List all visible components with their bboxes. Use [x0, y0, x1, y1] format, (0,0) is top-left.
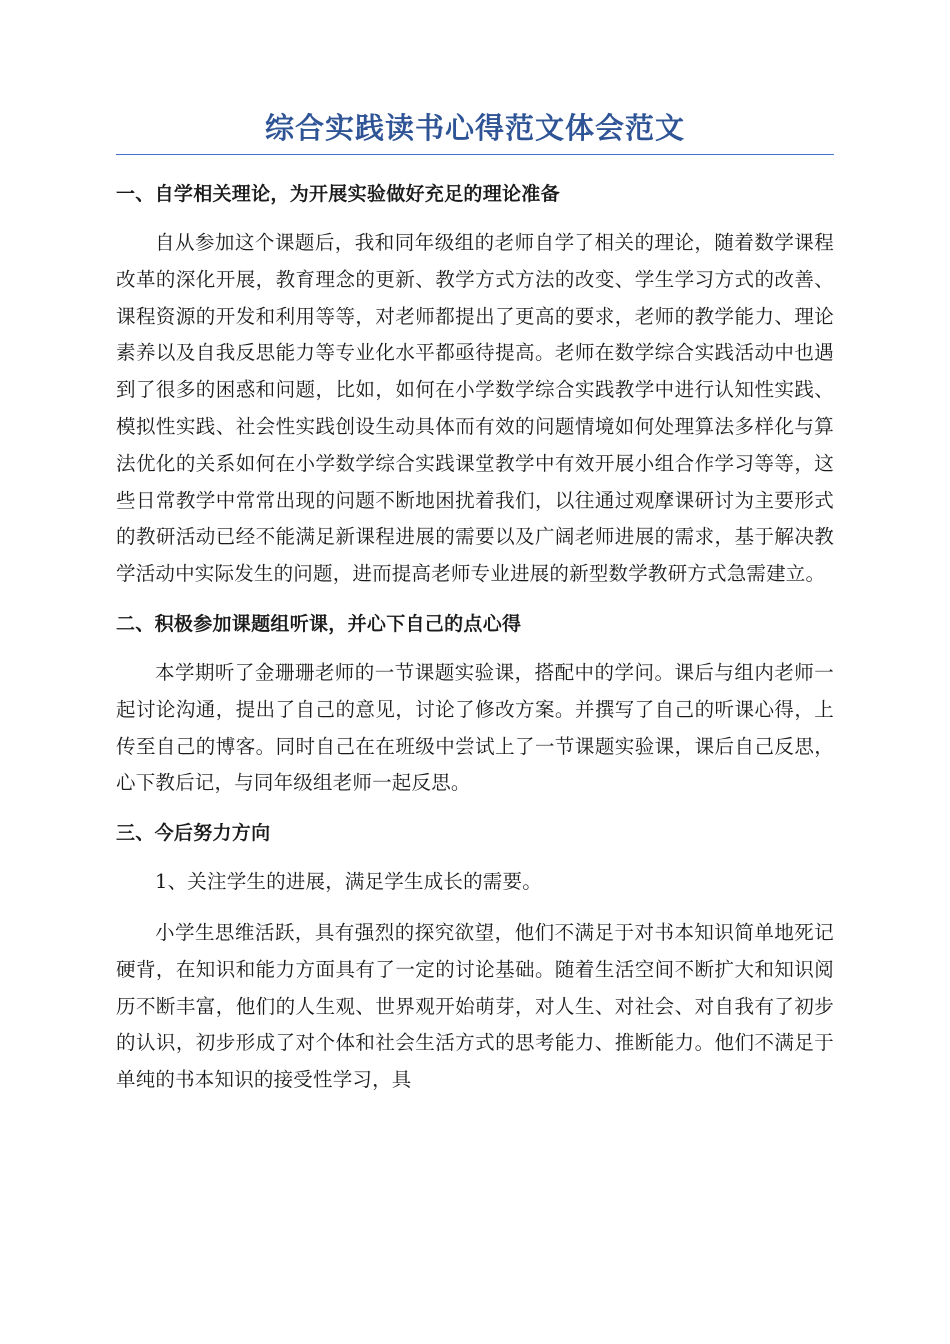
section-2: [116, 607, 834, 802]
body-paragraph: 本学期听了金珊珊老师的一节课题实验课，搭配中的学问。课后与组内老师一起讨论沟通，提出了自己的意见，讨论了修改方案。并撰写了自己的听课心得，上传至自己的博客。同时自己在在班级中尝试上了一节课题实验课，课后自己反思，心下教后记，与同年级组老师一起反思。: [116, 660, 834, 795]
section-heading: 一、自学相关理论，为开展实验做好充足的理论准备: [116, 183, 560, 205]
section-heading: 二、积极参加课题组听课，并心下自己的点心得: [116, 612, 522, 635]
body-paragraph: 自从参加这个课题后，我和同年级组的老师自学了相关的理论，随着数学课程改革的深化开展，教育理念的更新、教学方式方法的改变、学生学习方式的改善、课程资源的开发和利用等等，对老师都提出了更高的要求，老师的教学能力、理论素养以及自我反思能力等专业化水平都亟待提高。老师在数学综合实践活动中也遇到了很多的困惑和问题，比如，如何在小学数学综合实践教学中进行认知性实践、模拟性实践、社会性实践创设生动具体而有效的问题情境如何处理算法多样化与算法优化的关系如何在小学数学综合实践课堂教学中有效开展小组合作学习等等，这些日常教学中常常出现的问题不断地困扰着我们，以往通过观摩课研讨为主要形式的教研活动已经不能满足新课程进展的需要以及广阔老师进展的需求，基于解决教学活动中实际发生的问题，进而提高老师专业进展的新型数学教研方式急需建立。: [116, 231, 834, 586]
body-paragraph: 小学生思维活跃，具有强烈的探究欲望，他们不满足于对书本知识简单地死记硬背，在知识和能力方面具有了一定的讨论基础。随着生活空间不断扩大和知识阅历不断丰富，他们的人生观、世界观开始萌芽，对人生、对社会、对自我有了初步的认识，初步形成了对个体和社会生活方式的思考能力、推断能力。他们不满足于单纯的书本知识的接受性学习，具: [116, 920, 834, 1092]
section-3: [116, 816, 834, 1099]
section-1: [116, 177, 834, 593]
section-heading: 三、今后努力方向: [116, 822, 271, 845]
document-title: 综合实践读书心得范文体会范文: [264, 111, 685, 145]
title-underline: [116, 154, 834, 155]
list-item-paragraph: 1、关注学生的进展，满足学生成长的需要。: [155, 870, 542, 894]
